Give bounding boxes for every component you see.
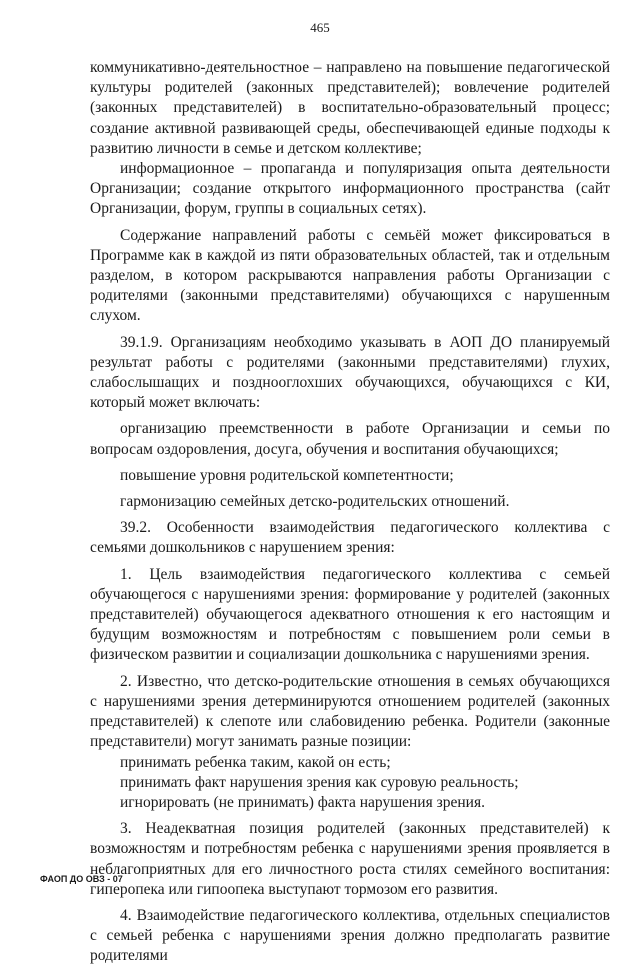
paragraph: коммуникативно-деятельностное – направлено на повышение педагогической культуры родителей (законных представителей); вовлечение родителей (законных представителей) в воспитательно-образовательный процесс; создание активной развивающей среды, обеспечивающей единые подходы к развитию личности в семье и детском коллективе; — [90, 59, 610, 157]
list-item: гармонизацию семейных детско-родительских отношений. — [120, 493, 510, 511]
page-number: 465 — [310, 20, 330, 35]
paragraph: 4. Взаимодействие педагогического коллектива, отдельных специалистов с семьей ребенка с нарушениями зрения должно предполагать развитие родителями — [90, 906, 610, 965]
list-item: организацию преемственности в работе Организации и семьи по вопросам оздоровления, досуга, обучения и воспитания обучающихся; — [90, 420, 610, 458]
paragraph: информационное – пропаганда и популяризация опыта деятельности Организации; создание открытого информационного пространства (сайт Организации, форум, группы в социальных сетях). — [90, 160, 610, 218]
list-item: повышение уровня родительской компетентности; — [120, 466, 454, 484]
list-item: принимать факт нарушения зрения как суровую реальность; — [120, 773, 519, 791]
paragraph: 3. Неадекватная позиция родителей (законных представителей) к возможностям и потребностям ребенка с нарушениями зрения проявляется в неблагоприятных для его личностного роста стилях семейного воспитания: гиперопека или гипоопека выступают тормозом его развития. — [90, 820, 610, 898]
paragraph: 1. Цель взаимодействия педагогического коллектива с семьей обучающегося с нарушениями зрения: формирование у родителей (законных представителей) обучающегося адекватного отношения к его настоящим и будущим возможностям и потребностям с повышением роли семьи в физическом развитии и социализации дошкольника с нарушениями зрения. — [90, 565, 610, 664]
list-item: игнорировать (не принимать) факта нарушения зрения. — [120, 793, 485, 811]
section-heading: 39.2. Особенности взаимодействия педагогического коллектива с семьями дошкольников с нарушением зрения: — [90, 519, 610, 557]
paragraph: 39.1.9. Организациям необходимо указывать в АОП ДО планируемый результат работы с родителями (законными представителями) глухих, слабослышащих и позднооглохших обучающихся, обучающихся с КИ, который может включать: — [90, 333, 610, 412]
page-body — [90, 58, 610, 967]
list-item: принимать ребенка таким, какой он есть; — [120, 753, 391, 771]
paragraph: 2. Известно, что детско-родительские отношения в семьях обучающихся с нарушениями зрения детерминируются отношением родителей (законных представителей) к слепоте или слабовидению ребенка. Родители (законные представители) могут занимать разные позиции: — [90, 672, 610, 751]
footer-label: ФАОП ДО ОВЗ - 07 — [40, 874, 123, 884]
paragraph: Содержание направлений работы с семьёй может фиксироваться в Программе как в каждой из пяти образовательных областей, так и отдельным разделом, в котором раскрываются направления работы Организации с родителями (законными представителями) обучающихся с нарушенным слухом. — [90, 226, 610, 325]
